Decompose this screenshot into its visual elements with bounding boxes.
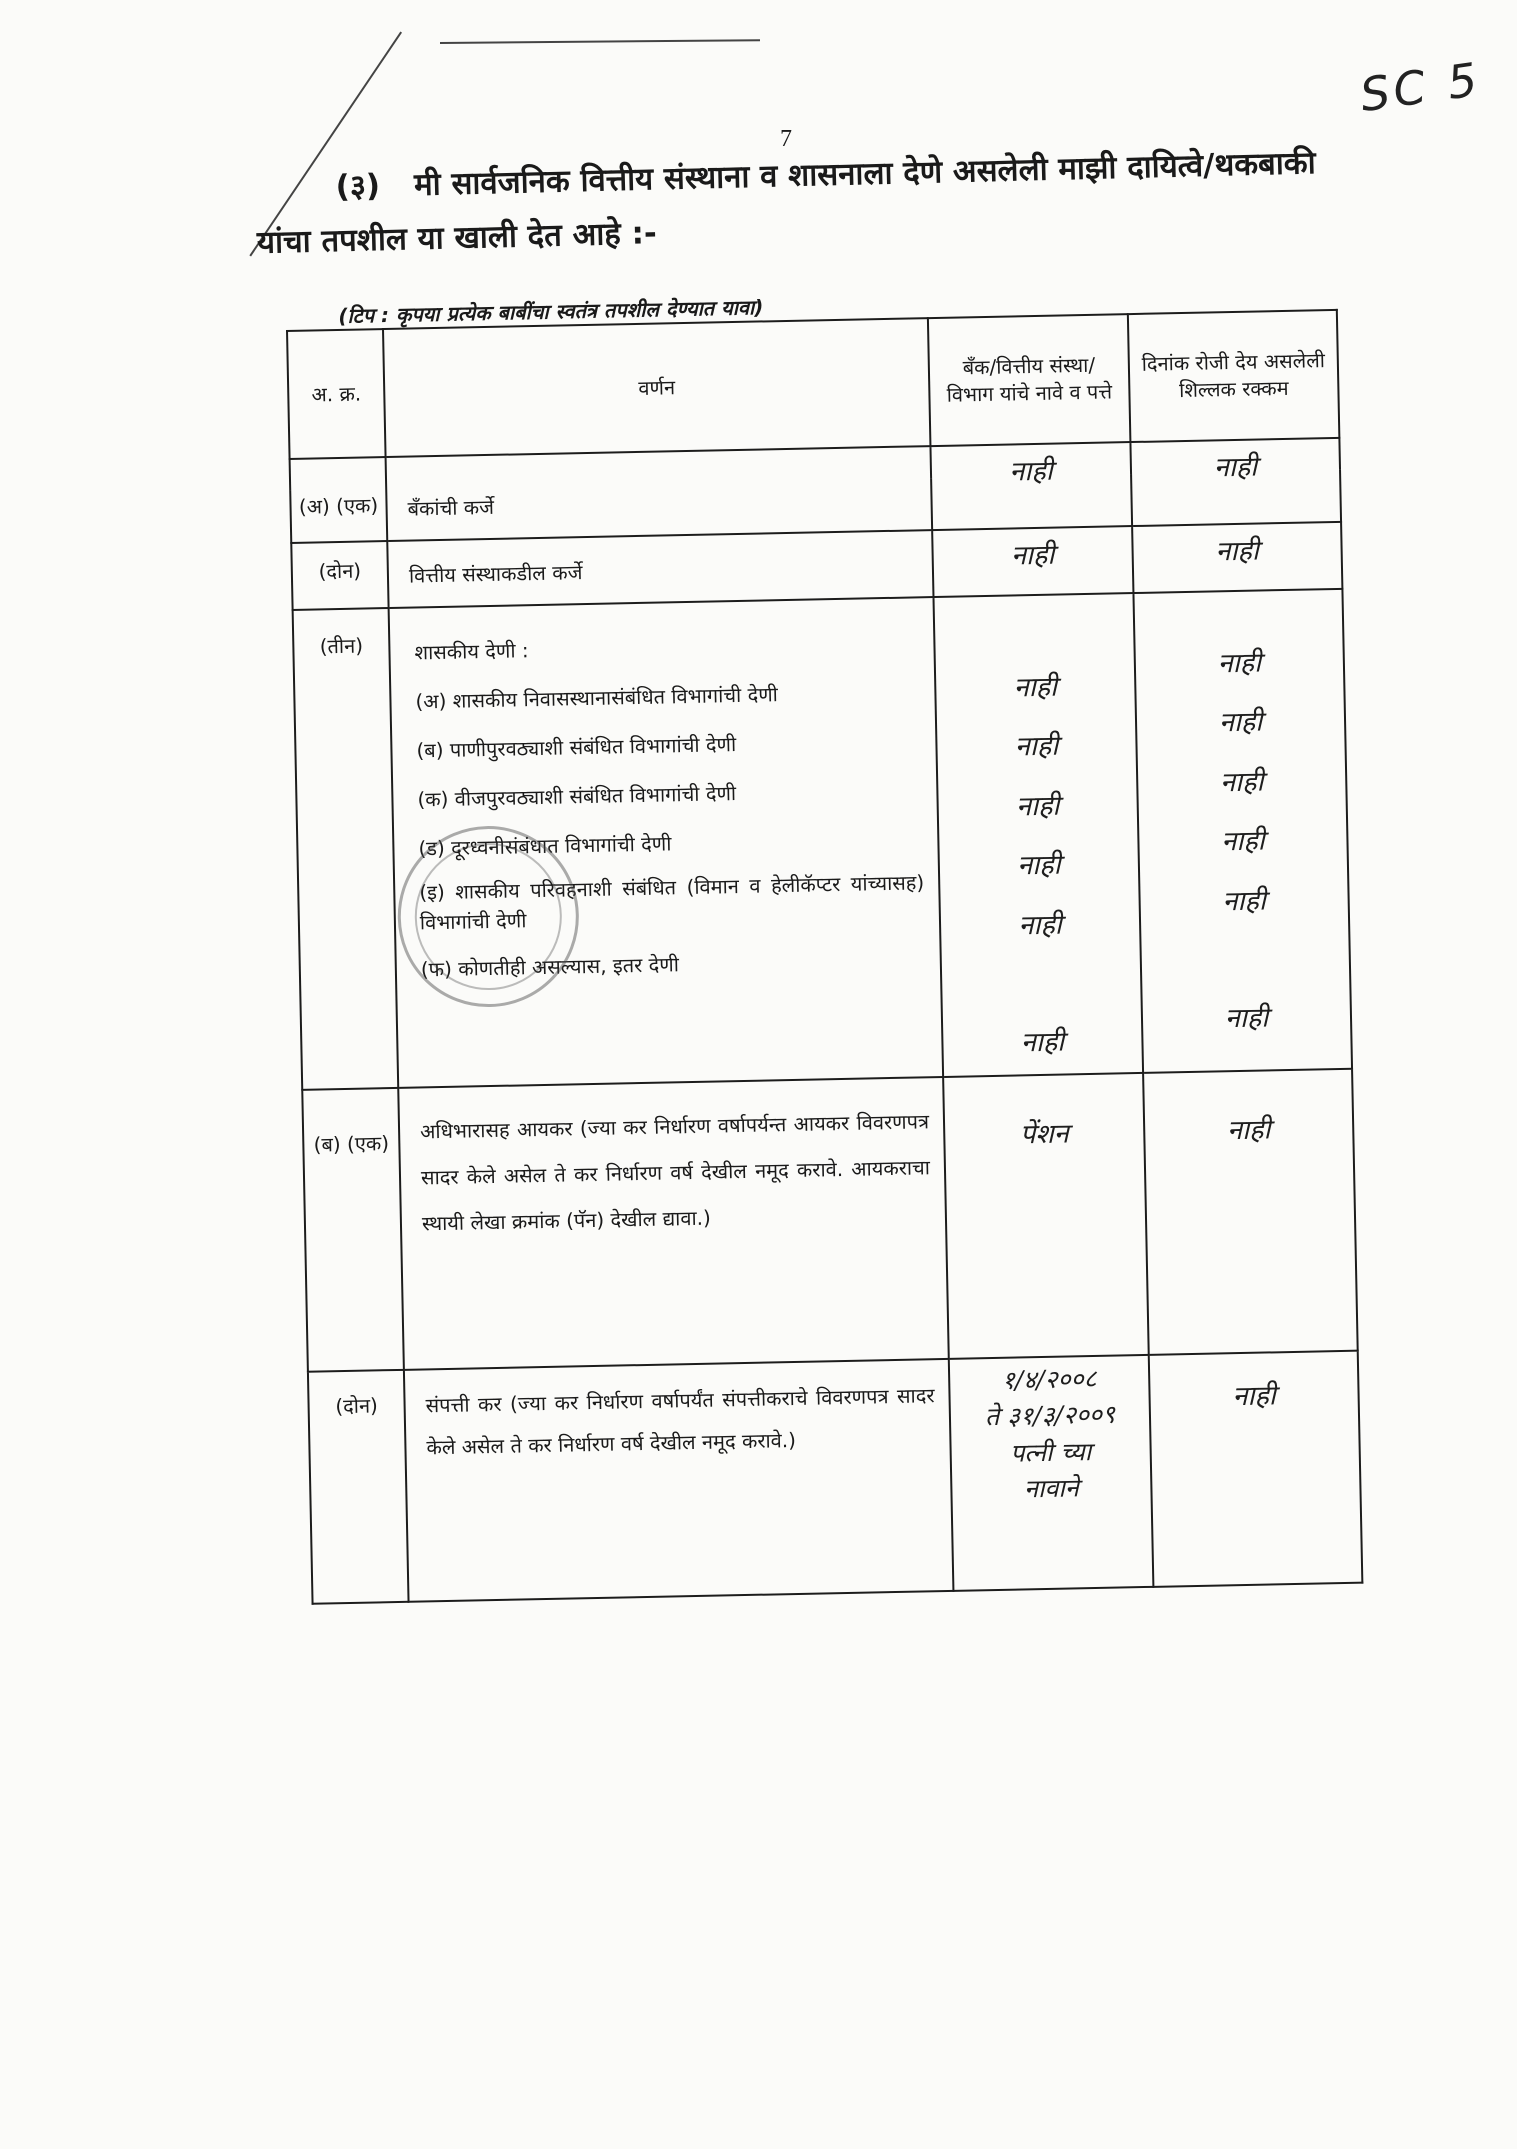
row-income-tax-serial: (ब) (एक) (302, 1088, 404, 1372)
header-institution: बँक/वित्तीय संस्था/ विभाग यांचे नावे व पत्ते (928, 314, 1131, 446)
wealth-tax-owner-1: पत्नी च्या (1009, 1436, 1092, 1468)
row-income-tax-balance: नाही (1143, 1069, 1358, 1355)
row-wealth-tax-balance: नाही (1149, 1351, 1363, 1587)
heading-line-1: मी सार्वजनिक वित्तीय संस्थाना व शासनाला देणे असलेली माझी दायित्वे/थकबाकी (413, 145, 1317, 204)
wealth-tax-owner-2: नावाने (1023, 1473, 1079, 1504)
row-wealth-tax-institution (949, 1355, 1154, 1591)
wealth-tax-period-to: ते ३१/३/२००९ (984, 1399, 1116, 1432)
row-income-tax-description: अधिभारासह आयकर (ज्या कर निर्धारण वर्षापर्यन्त आयकर विवरणपत्र सादर केले असेल ते कर निर्धारण वर्ष देखील नमूद करावे. आयकराचा स्थायी लेखा क्रमांक (पॅन) देखील द्यावा.) (398, 1077, 949, 1370)
row-institution-loans-institution: नाही (932, 526, 1133, 597)
row-bank-loans-balance: नाही (1130, 438, 1341, 526)
govt-dues-c-balance: नाही (1219, 766, 1264, 799)
govt-dues-a-balance: नाही (1217, 647, 1262, 680)
govt-dues-a-institution: नाही (1013, 671, 1058, 704)
govt-dues-spacer (943, 953, 1140, 1017)
row-wealth-tax-serial: (दोन) (308, 1370, 409, 1604)
instruction-note: (टिप : कृपया प्रत्येक बाबींचा स्वतंत्र तपशील देण्यात यावा) (338, 295, 764, 328)
govt-dues-e-balance: नाही (1222, 885, 1267, 917)
govt-dues-item-c: (क) वीजपुरवठ्याशी संबंधित विभागांची देणी (417, 781, 737, 812)
row-govt-dues-balance (1133, 589, 1352, 1073)
govt-dues-f-institution: नाही (1020, 1026, 1065, 1059)
govt-dues-item-f: (फ) कोणतीही असल्यास, इतर देणी (420, 952, 680, 982)
row-wealth-tax-description: संपत्ती कर (ज्या कर निर्धारण वर्षापर्यंत संपत्तीकराचे विवरणपत्र सादर केले असेल ते कर निर्धारण वर्ष देखील नमूद करावे.) (404, 1359, 954, 1602)
row-institution-loans-balance: नाही (1132, 522, 1342, 593)
heading-line-2: यांचा तपशील या खाली देत आहे :- (256, 215, 658, 262)
row-bank-loans-institution: नाही (930, 442, 1132, 530)
table-row (308, 1351, 1362, 1604)
header-serial: अ. क्र. (287, 329, 386, 459)
header-description: वर्णन (383, 318, 930, 457)
corner-mark: SC 5 (1356, 51, 1485, 123)
row-govt-dues-institution (933, 593, 1143, 1077)
govt-dues-e-institution: नाही (1018, 909, 1063, 941)
govt-dues-d-balance: नाही (1220, 825, 1265, 858)
heading-number: (३) (335, 167, 381, 205)
table-header-row (287, 310, 1339, 459)
row-income-tax-institution: पेंशन (943, 1073, 1149, 1359)
scan-line-top (440, 39, 760, 43)
row-govt-dues-serial: (तीन) (293, 608, 399, 1090)
govt-dues-title: शासकीय देणी : (414, 638, 529, 665)
govt-dues-b-institution: नाही (1014, 730, 1059, 763)
govt-dues-balance-spacer (1142, 929, 1348, 993)
row-bank-loans-description: बँकांची कर्जे (386, 478, 932, 541)
header-balance: दिनांक रोजी देय असलेली शिल्लक रक्कम (1128, 310, 1340, 442)
govt-dues-item-d: (ड) दूरध्वनीसंबंधात विभागांची देणी (418, 831, 672, 861)
section-heading (256, 136, 1337, 269)
row-bank-loans-serial: (अ) (एक) (290, 489, 387, 543)
govt-dues-d-institution: नाही (1016, 849, 1061, 882)
wealth-tax-period-from: १/४/२००८ (1001, 1363, 1097, 1395)
liabilities-table-wrapper (286, 309, 1362, 1655)
page-number: 7 (780, 126, 792, 152)
govt-dues-f-balance: नाही (1224, 1002, 1269, 1035)
govt-dues-c-institution: नाही (1015, 790, 1060, 823)
govt-dues-item-a: (अ) शासकीय निवासस्थानासंबंधित विभागांची देणी (415, 682, 779, 714)
table-row (302, 1069, 1357, 1372)
govt-dues-b-balance: नाही (1218, 706, 1263, 739)
row-institution-loans-serial: (दोन) (291, 541, 388, 610)
row-institution-loans-description: वित्तीय संस्थाकडील कर्जे (387, 530, 933, 608)
govt-dues-item-b: (ब) पाणीपुरवठ्याशी संबंधित विभागांची देणी (416, 732, 737, 763)
govt-dues-item-e: (इ) शासकीय परिवहनाशी संबंधित (विमान व हेलीकॅप्टर यांच्यासह) विभागांची देणी (419, 870, 925, 935)
